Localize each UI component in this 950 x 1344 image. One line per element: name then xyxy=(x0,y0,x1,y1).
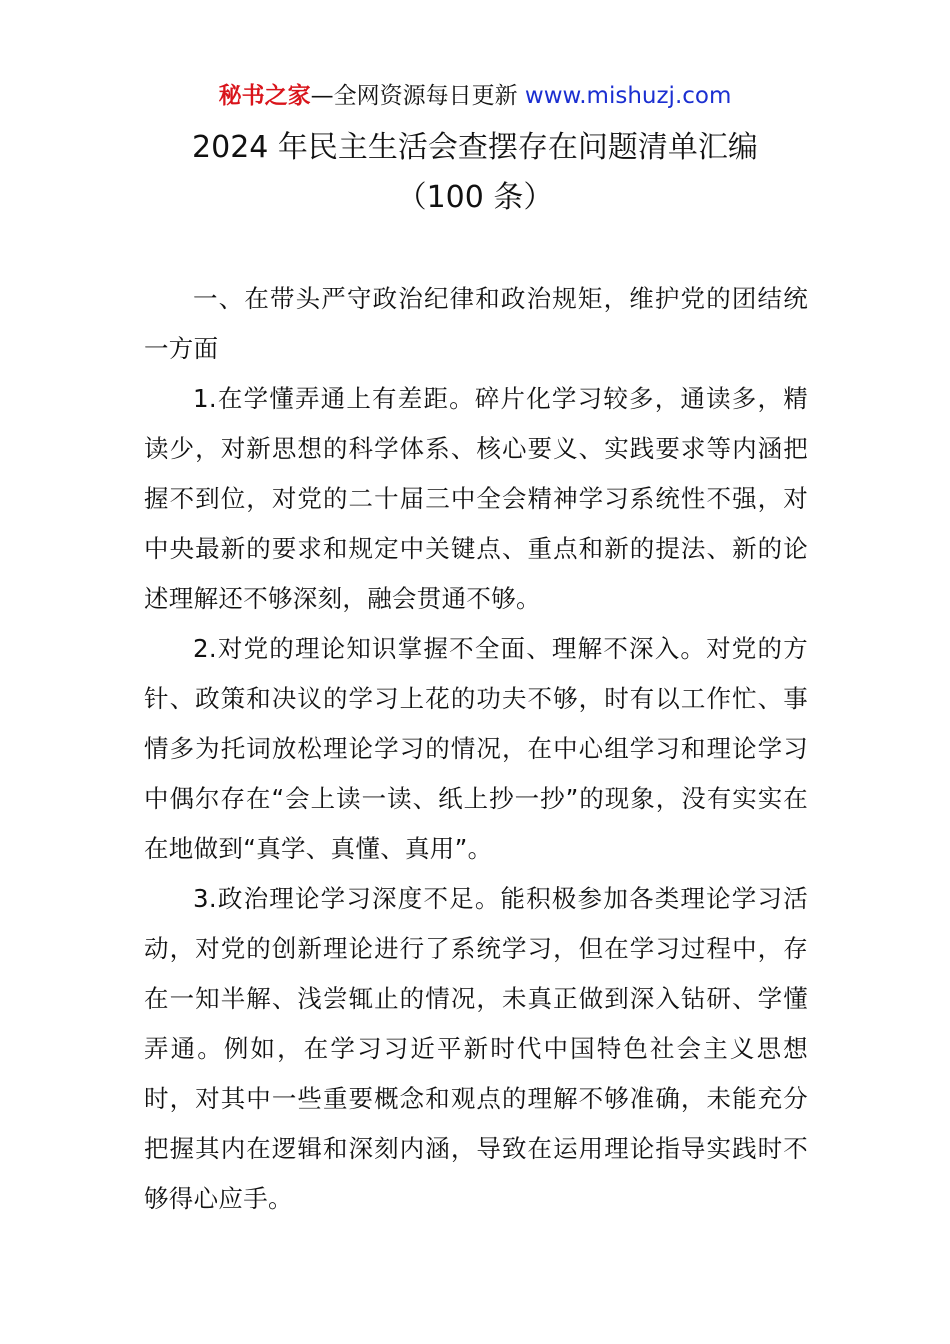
document-body xyxy=(144,274,808,1224)
section-heading: 一、在带头严守政治纪律和政治规矩，维护党的团结统一方面 xyxy=(144,284,808,363)
document-subtitle: （100 条） xyxy=(396,180,554,215)
document-title: 2024 年民主生活会查摆存在问题清单汇编 xyxy=(192,130,758,165)
list-item-3: 3.政治理论学习深度不足。能积极参加各类理论学习活动，对党的创新理论进行了系统学习，但在学习过程中，存在一知半解、浅尝辄止的情况，未真正做到深入钻研、学懂弄通。例如，在学习习近平新时代中国特色社会主义思想时，对其中一些重要概念和观点的理解不够准确，未能充分把握其内在逻辑和深刻内涵，导致在运用理论指导实践时不够得心应手。 xyxy=(144,884,808,1213)
list-item-1: 1.在学懂弄通上有差距。碎片化学习较多，通读多，精读少，对新思想的科学体系、核心要义、实践要求等内涵把握不到位，对党的二十届三中全会精神学习系统性不强，对中央最新的要求和规定中关键点、重点和新的提法、新的论述理解还不够深刻，融会贯通不够。 xyxy=(144,384,808,613)
site-url-link[interactable]: www.mishuzj.com xyxy=(524,83,732,109)
list-item-2: 2.对党的理论知识掌握不全面、理解不深入。对党的方针、政策和决议的学习上花的功夫不够，时有以工作忙、事情多为托词放松理论学习的情况，在中心组学习和理论学习中偶尔存在“会上读一读、纸上抄一抄”的现象，没有实实在在地做到“真学、真懂、真用”。 xyxy=(144,634,808,863)
site-header xyxy=(0,80,950,112)
header-tagline: —全网资源每日更新 xyxy=(310,83,525,109)
brand-name: 秘书之家 xyxy=(218,83,311,109)
